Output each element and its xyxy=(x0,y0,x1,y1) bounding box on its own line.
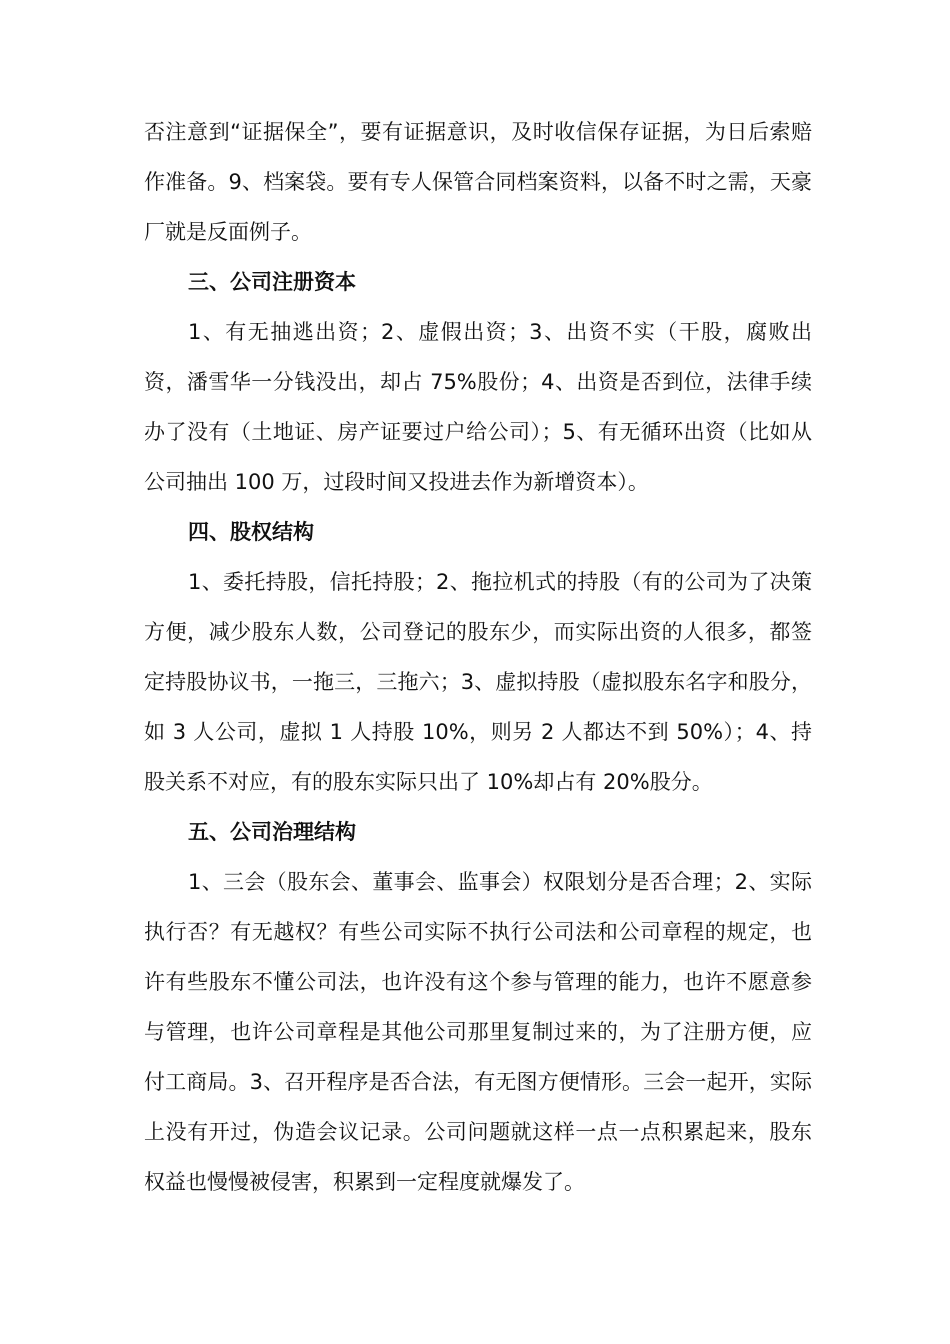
section-heading-registered-capital: 三、公司注册资本 xyxy=(188,270,356,294)
paragraph-governance: 1、三会（股东会、董事会、监事会）权限划分是否合理；2、实际执行否？有无越权？有些公司实际不执行公司法和公司章程的规定，也许有些股东不懂公司法，也许没有这个参与管理的能力，也许不愿意参与管理，也许公司章程是其他公司那里复制过来的，为了注册方便，应付工商局。3、召开程序是否合法，有无图方便情形。三会一起开，实际上没有开过，伪造会议记录。公司问题就这样一点一点积累起来，股东权益也慢慢被侵害，积累到一定程度就爆发了。 xyxy=(144,870,812,1194)
paragraph-registered-capital: 1、有无抽逃出资；2、虚假出资；3、出资不实（干股，腐败出资，潘雪华一分钱没出，却占 75%股份；4、出资是否到位，法律手续办了没有（土地证、房产证要过户给公司）；5、有无循环出资（比如从公司抽出 100 万，过段时间又投进去作为新增资本）。 xyxy=(144,320,812,494)
paragraph-continuation: 否注意到“证据保全”，要有证据意识，及时收信保存证据，为日后索赔作准备。9、档案袋。要有专人保管合同档案资料，以备不时之需，天豪厂就是反面例子。 xyxy=(144,120,812,244)
section-heading-governance: 五、公司治理结构 xyxy=(188,820,356,844)
document-page xyxy=(144,107,812,1207)
section-heading-equity-structure: 四、股权结构 xyxy=(188,520,314,544)
paragraph-equity-structure: 1、委托持股，信托持股；2、拖拉机式的持股（有的公司为了决策方便，减少股东人数，公司登记的股东少，而实际出资的人很多，都签定持股协议书，一拖三，三拖六；3、虚拟持股（虚拟股东名字和股分，如 3 人公司，虚拟 1 人持股 10%，则另 2 人都达不到 50%）；4、持股关系不对应，有的股东实际只出了 10%却占有 20%股分。 xyxy=(144,570,812,794)
